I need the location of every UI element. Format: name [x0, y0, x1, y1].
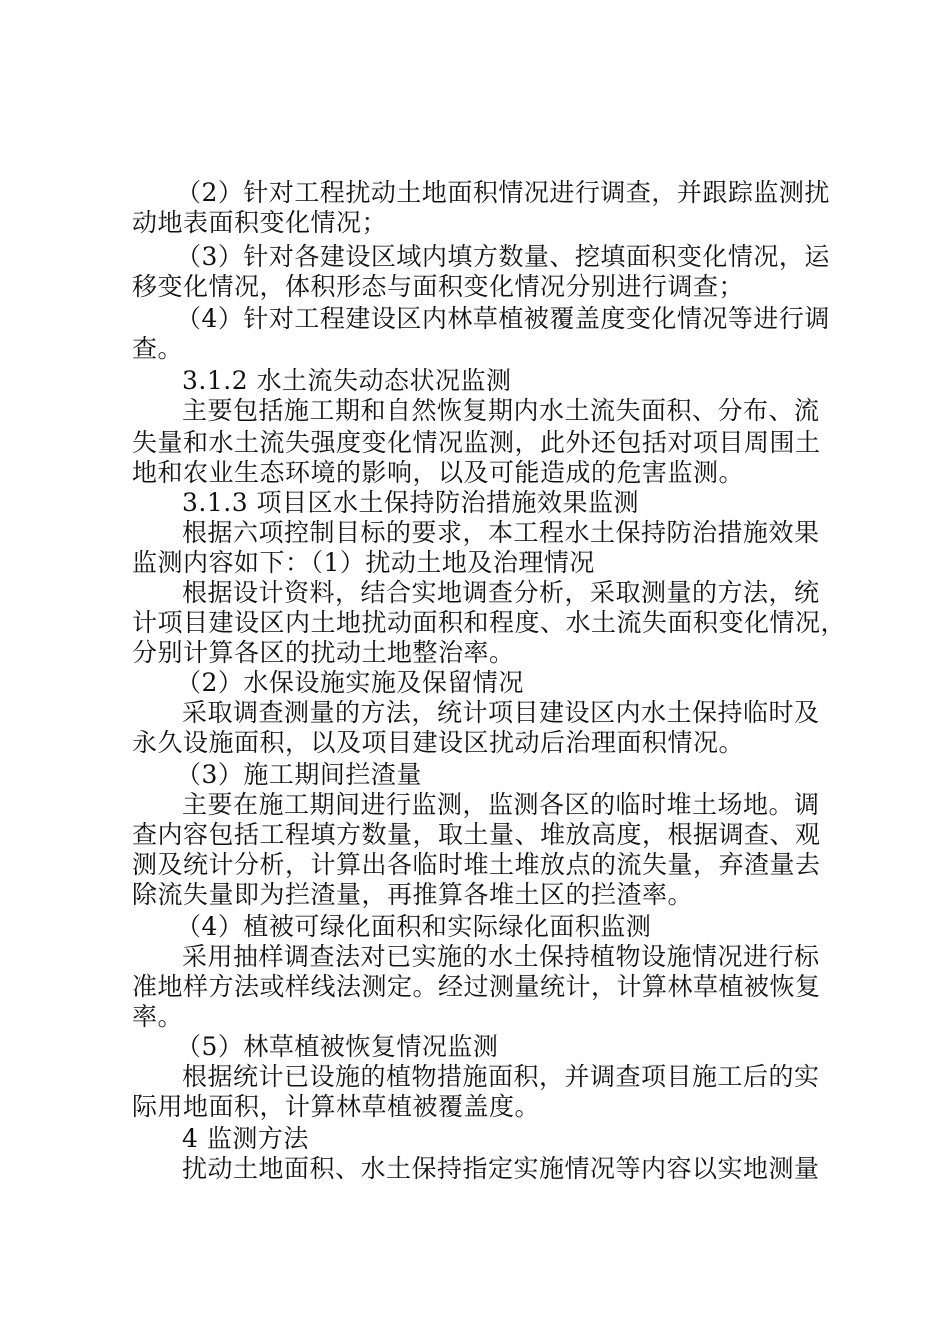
text-line: 失量和水土流失强度变化情况监测，此外还包括对项目周围土 — [132, 428, 821, 457]
text-line: 永久设施面积，以及项目建设区扰动后治理面积情况。 — [132, 728, 745, 757]
subheading: （5）林草植被恢复情况监测 — [176, 1032, 499, 1061]
text-line: 率。 — [132, 1002, 184, 1031]
text-line: （4）针对工程建设区内林草植被覆盖度变化情况等进行调 — [176, 304, 830, 333]
text-line: 准地样方法或样线法测定。经过测量统计，计算林草植被恢复 — [132, 972, 821, 1001]
text-line: 测及统计分析，计算出各临时堆土堆放点的流失量，弃渣量去 — [132, 850, 821, 879]
text-line: 查内容包括工程填方数量，取土量、堆放高度，根据调查、观 — [132, 820, 821, 849]
text-line: 际用地面积，计算林草植被覆盖度。 — [132, 1092, 541, 1121]
text-line: 计项目建设区内土地扰动面积和程度、水土流失面积变化情况， — [132, 608, 847, 637]
text-line: 主要包括施工期和自然恢复期内水土流失面积、分布、流 — [182, 396, 820, 425]
text-line: 采用抽样调查法对已实施的水土保持植物设施情况进行标 — [182, 942, 820, 971]
subheading: （2）水保设施实施及保留情况 — [176, 668, 524, 697]
text-line: 根据统计已设施的植物措施面积，并调查项目施工后的实 — [182, 1062, 820, 1091]
text-line: 采取调查测量的方法，统计项目建设区内水土保持临时及 — [182, 698, 820, 727]
text-line: 查。 — [132, 334, 184, 363]
text-line: 主要在施工期间进行监测，监测各区的临时堆土场地。调 — [182, 790, 820, 819]
text-line: 除流失量即为拦渣量，再推算各堆土区的拦渣率。 — [132, 880, 694, 909]
subheading: （3）施工期间拦渣量 — [176, 760, 422, 789]
text-line: （2）针对工程扰动土地面积情况进行调查，并跟踪监测扰 — [176, 178, 830, 207]
text-line: 分别计算各区的扰动土地整治率。 — [132, 638, 515, 667]
text-line: 地和农业生态环境的影响，以及可能造成的危害监测。 — [132, 458, 745, 487]
text-line: 根据六项控制目标的要求，本工程水土保持防治措施效果 — [182, 518, 820, 547]
text-line: 监测内容如下：（1）扰动土地及治理情况 — [132, 548, 595, 577]
text-line: 扰动土地面积、水土保持指定实施情况等内容以实地测量 — [182, 1154, 820, 1183]
subheading: （4）植被可绿化面积和实际绿化面积监测 — [176, 912, 652, 941]
section-heading: 3.1.3 项目区水土保持防治措施效果监测 — [182, 488, 640, 517]
text-line: 动地表面积变化情况； — [132, 208, 388, 237]
text-line: 根据设计资料，结合实地调查分析，采取测量的方法，统 — [182, 578, 820, 607]
text-line: 移变化情况，体积形态与面积变化情况分别进行调查； — [132, 272, 745, 301]
section-heading: 4 监测方法 — [182, 1124, 309, 1153]
section-heading: 3.1.2 水土流失动态状况监测 — [182, 366, 512, 395]
text-line: （3）针对各建设区域内填方数量、挖填面积变化情况，运 — [176, 242, 830, 271]
